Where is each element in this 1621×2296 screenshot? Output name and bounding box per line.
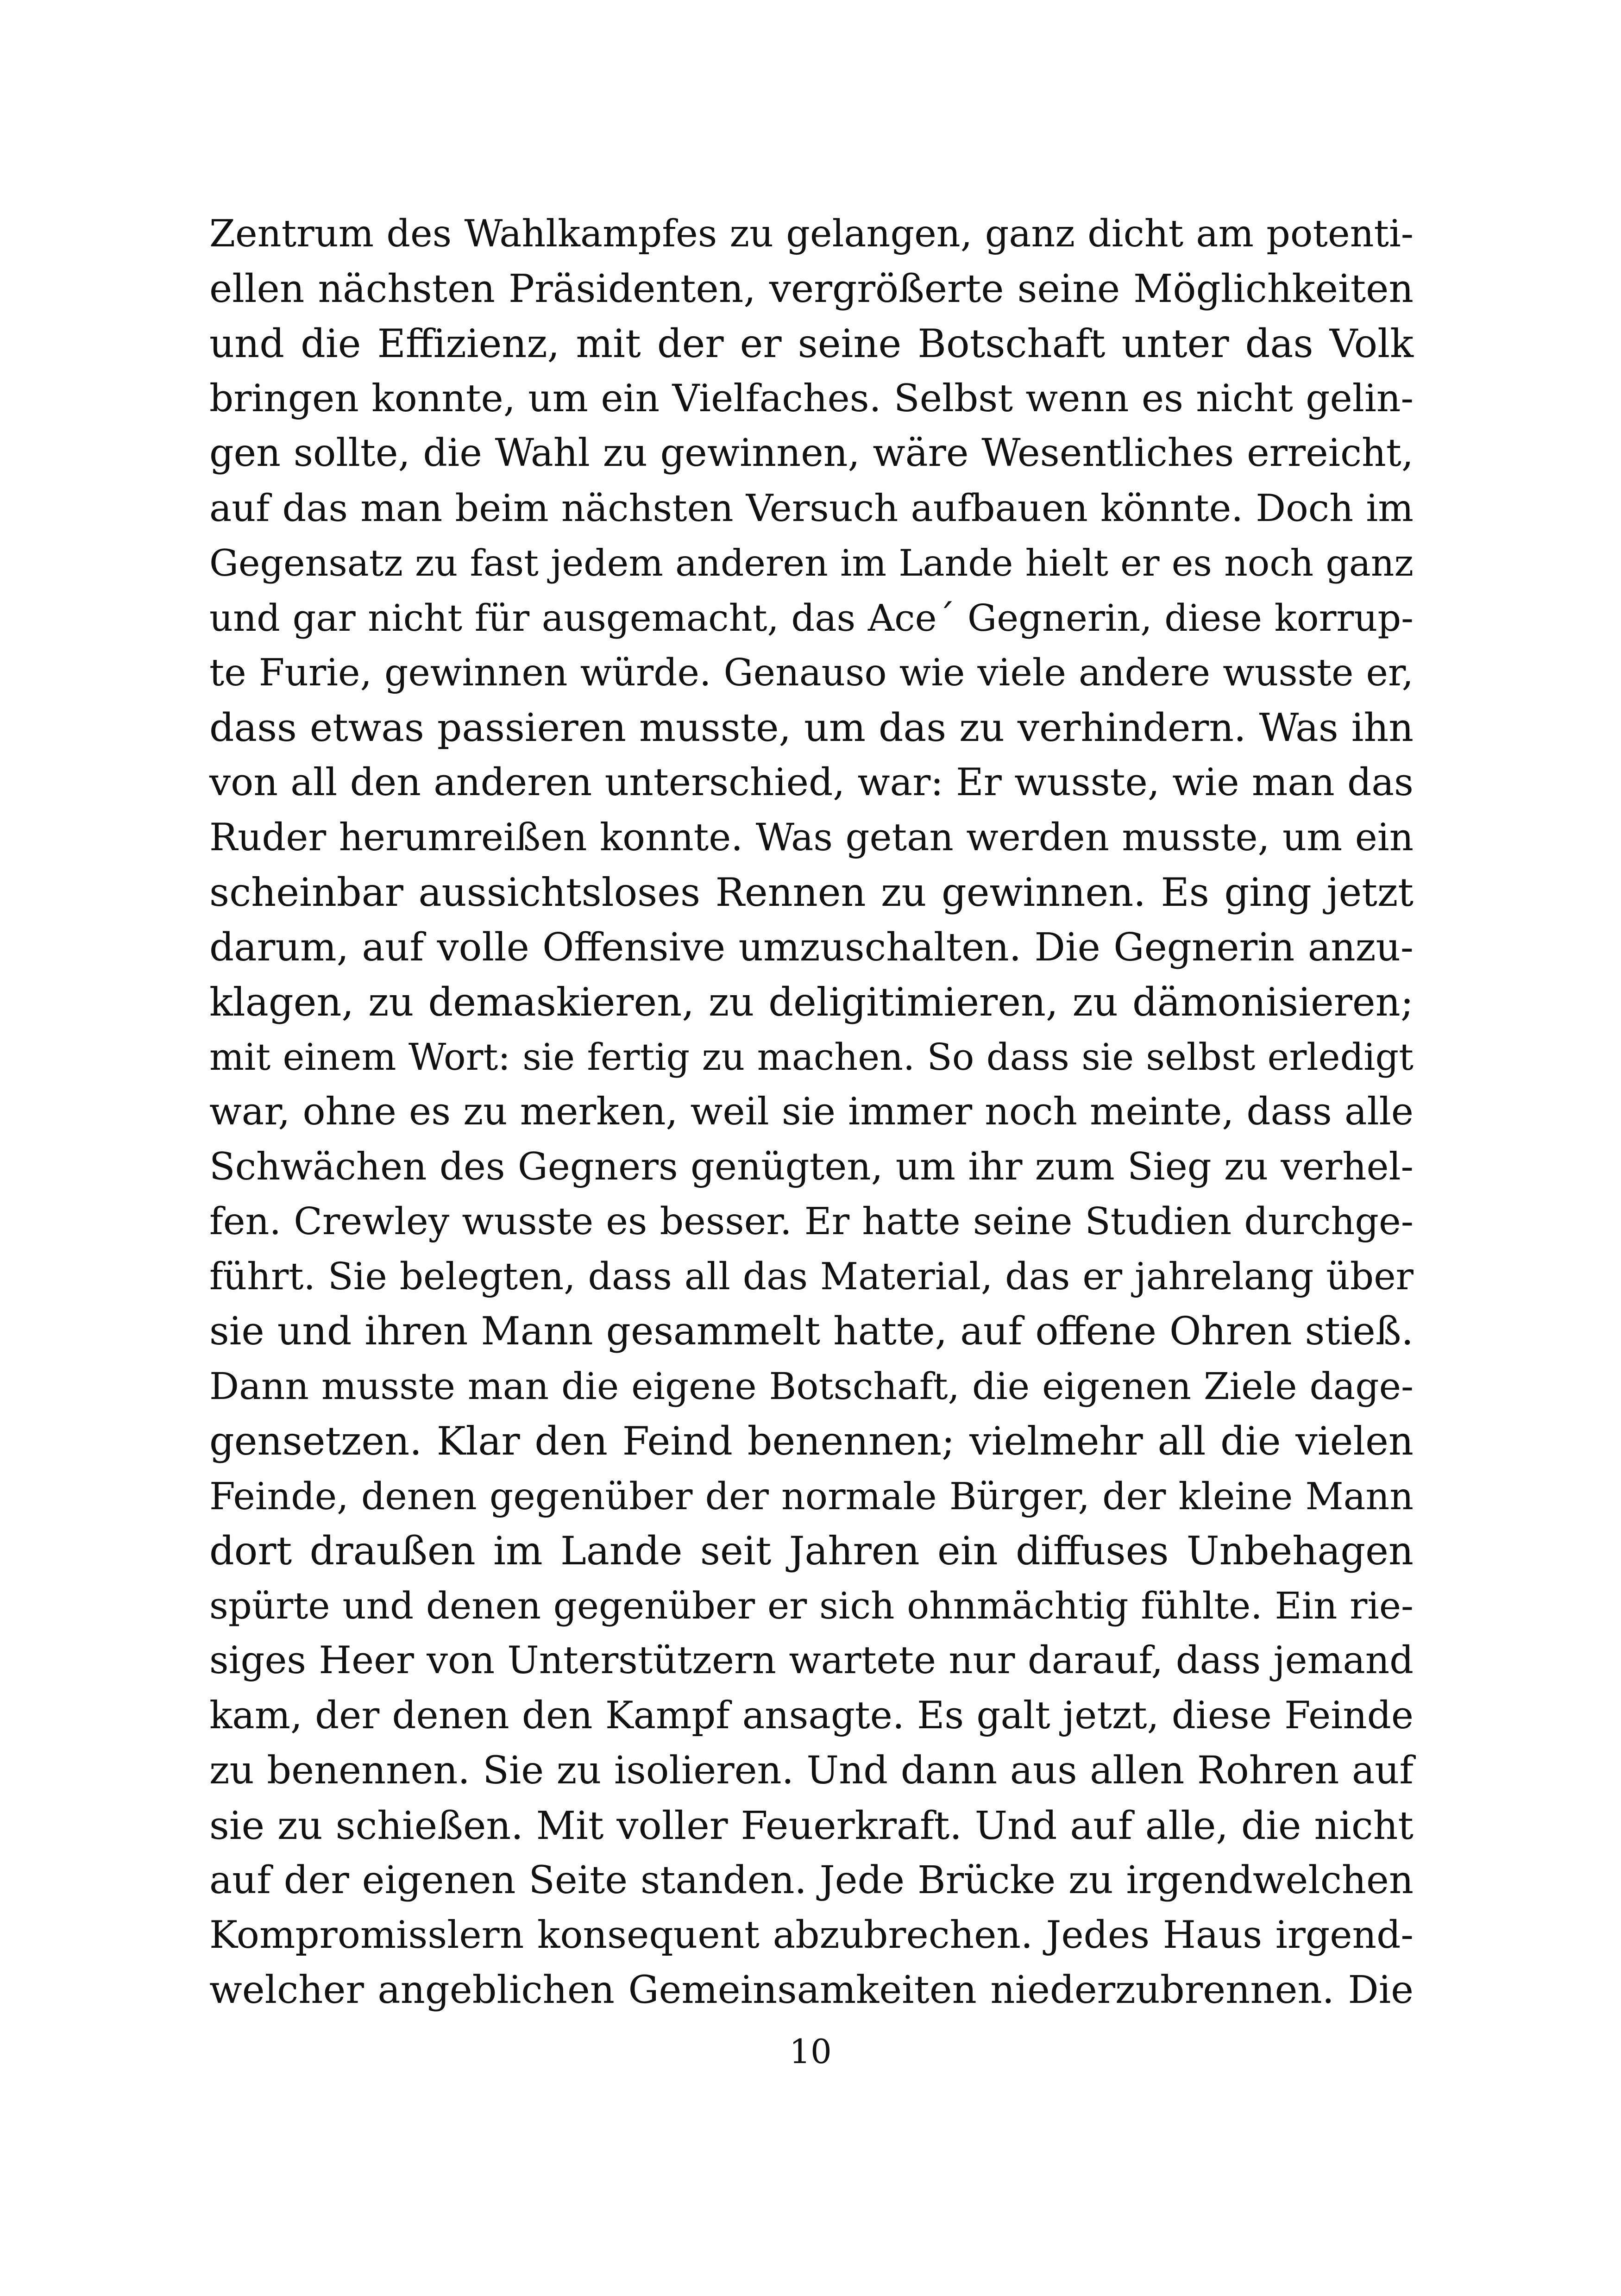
text-line: dass etwas passieren musste, um das zu verhindern. Was ihn [209, 705, 1414, 750]
text-line: Schwächen des Gegners genügten, um ihr zum Sieg zu verhel- [209, 1145, 1414, 1189]
text-line: te Furie, gewinnen würde. Genauso wie viele andere wusste er, [209, 651, 1414, 694]
text-line: gen sollte, die Wahl zu gewinnen, wäre Wesentliches erreicht, [209, 431, 1414, 475]
text-line: Feinde, denen gegenüber der normale Bürger, der kleine Mann [209, 1474, 1414, 1518]
text-line: spürte und denen gegenüber er sich ohnmächtig fühlte. Ein rie- [209, 1584, 1414, 1627]
text-line: Dann musste man die eigene Botschaft, die eigenen Ziele dage- [209, 1364, 1414, 1408]
text-line: bringen konnte, um ein Vielfaches. Selbst wenn es nicht gelin- [209, 376, 1414, 420]
text-line: dort draußen im Lande seit Jahren ein diffuses Unbehagen [209, 1528, 1414, 1574]
text-line: mit einem Wort: sie fertig zu machen. So dass sie selbst erledigt [209, 1035, 1414, 1079]
text-line: gensetzen. Klar den Feind benennen; vielmehr all die vielen [209, 1418, 1414, 1464]
text-line: fen. Crewley wusste es besser. Er hatte seine Studien durchge- [209, 1200, 1414, 1243]
text-line: Zentrum des Wahlkampfes zu gelangen, ganz dicht am potenti- [209, 212, 1414, 256]
text-line: sie und ihren Mann gesammelt hatte, auf offene Ohren stieß. [209, 1309, 1414, 1354]
text-line: auf der eigenen Seite standen. Jede Brücke zu irgendwelchen [209, 1858, 1414, 1902]
text-line: sie zu schießen. Mit voller Feuerkraft. Und auf alle, die nicht [209, 1802, 1414, 1848]
text-line: Gegensatz zu fast jedem anderen im Lande hielt er es noch ganz [209, 542, 1414, 584]
text-line: zu benennen. Sie zu isolieren. Und dann aus allen Rohren auf [209, 1748, 1414, 1793]
text-line: klagen, zu demaskieren, zu deligitimieren, zu dämonisieren; [209, 979, 1414, 1025]
text-line: von all den anderen unterschied, war: Er wusste, wie man das [209, 760, 1414, 804]
text-line: Kompromisslern konsequent abzubrechen. Jedes Haus irgend- [209, 1913, 1414, 1957]
text-line: siges Heer von Unterstützern wartete nur darauf, dass jemand [209, 1639, 1414, 1682]
text-line: scheinbar aussichtsloses Rennen zu gewinnen. Es ging jetzt [209, 870, 1414, 915]
text-line: darum, auf volle Offensive umzuschalten. Die Gegnerin anzu- [209, 924, 1414, 970]
text-line: kam, der denen den Kampf ansagte. Es galt jetzt, diese Feinde [209, 1693, 1414, 1738]
text-line: auf das man beim nächsten Versuch aufbauen könnte. Doch im [209, 486, 1414, 530]
text-line: und die Effizienz, mit der er seine Botschaft unter das Volk [209, 321, 1414, 366]
page-number: 10 [789, 2032, 832, 2071]
text-line: Ruder herumreißen konnte. Was getan werden musste, um ein [209, 816, 1414, 859]
text-line: ellen nächsten Präsidenten, vergrößerte seine Möglichkeiten [209, 266, 1414, 311]
body-text [209, 207, 1414, 2018]
text-line: war, ohne es zu merken, weil sie immer noch meinte, dass alle [209, 1090, 1414, 1134]
text-line: und gar nicht für ausgemacht, das Ace´ Gegnerin, diese korrup- [209, 596, 1414, 640]
text-line: welcher angeblichen Gemeinsamkeiten niederzubrennen. Die [209, 1968, 1414, 2012]
text-line: führt. Sie belegten, dass all das Material, das er jahrelang über [209, 1255, 1414, 1298]
